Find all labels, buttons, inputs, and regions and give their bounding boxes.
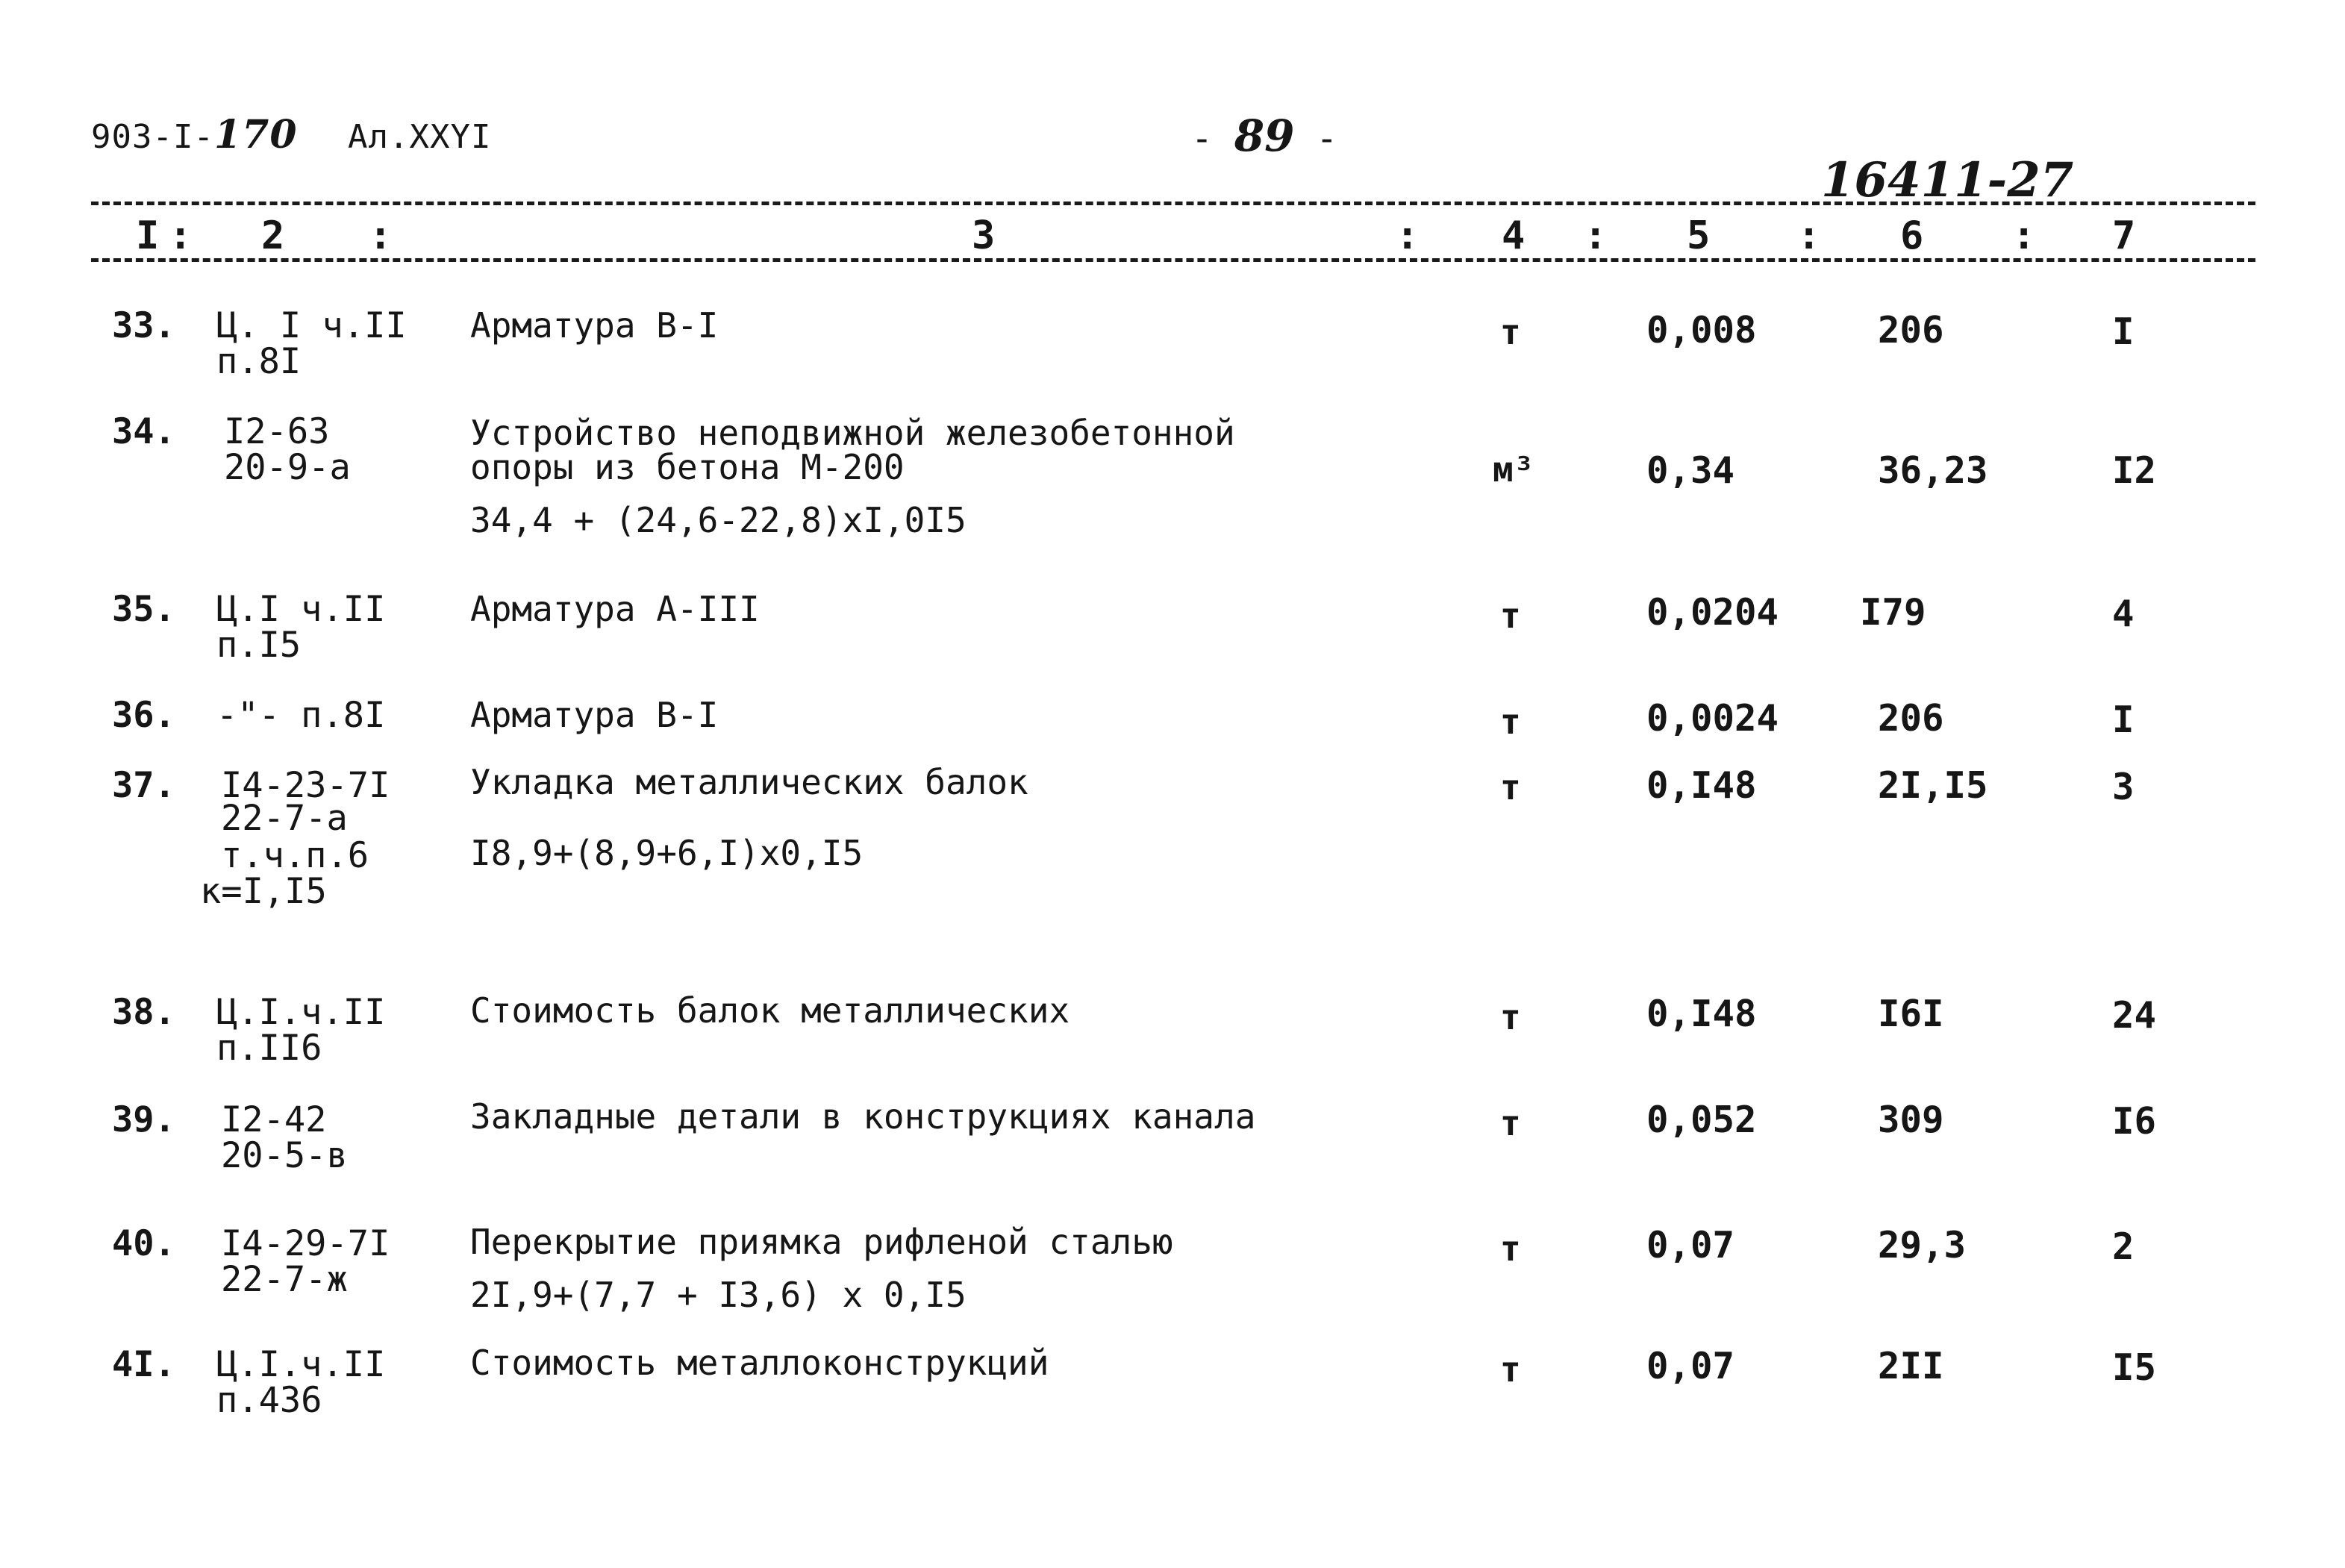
row-unit: т	[1500, 596, 1521, 636]
page-number-value: 89	[1234, 110, 1295, 161]
row-number: 33.	[112, 305, 175, 346]
row-reference: I2-42	[221, 1099, 327, 1140]
row-description: Укладка металлических балок	[470, 762, 1028, 802]
row-total: I5	[2112, 1346, 2157, 1389]
row-reference: т.ч.п.6	[221, 835, 369, 876]
row-quantity: 0,I48	[1646, 764, 1757, 807]
row-reference: п.8I	[216, 341, 302, 382]
row-number: 38.	[112, 992, 175, 1033]
row-quantity: 0,008	[1646, 309, 1757, 352]
row-description: опоры из бетона М-200	[470, 447, 905, 487]
column-header-2: 2	[261, 213, 285, 258]
row-unit-price: 309	[1878, 1099, 1944, 1141]
row-unit: т	[1500, 997, 1521, 1037]
row-total: I6	[2112, 1100, 2157, 1143]
row-number: 4I.	[112, 1344, 175, 1385]
column-separator: :	[1797, 213, 1821, 258]
row-description: Арматура В-I	[470, 305, 719, 346]
doc-code-handwritten: 170	[213, 112, 298, 157]
row-description: Устройство неподвижной железобетонной	[470, 413, 1235, 453]
row-reference: I4-23-7I	[221, 765, 390, 806]
row-formula: 34,4 + (24,6-22,8)xI,0I5	[470, 500, 967, 540]
row-reference: 22-7-а	[221, 798, 348, 839]
row-unit: т	[1500, 1228, 1521, 1269]
row-quantity: 0,34	[1646, 449, 1735, 492]
row-description: Перекрытие приямка рифленой сталью	[470, 1222, 1173, 1262]
row-quantity: 0,07	[1646, 1224, 1735, 1266]
row-description: Стоимость балок металлических	[470, 990, 1070, 1031]
column-separator: :	[1584, 213, 1608, 258]
row-reference: Ц.I.ч.II	[216, 992, 386, 1033]
column-header-7: 7	[2112, 213, 2136, 258]
row-formula: 2I,9+(7,7 + I3,6) x 0,I5	[470, 1275, 967, 1315]
page-number-prefix: -	[1191, 118, 1234, 160]
row-reference: I2-63	[224, 411, 330, 452]
row-reference: Ц. I ч.II	[216, 305, 407, 346]
row-unit: т	[1500, 702, 1521, 742]
row-unit: м³	[1493, 449, 1534, 490]
row-reference: п.436	[216, 1380, 322, 1421]
row-description: Стоимость металлоконструкций	[470, 1343, 1049, 1383]
row-reference: к=I,I5	[200, 871, 327, 912]
column-separator: :	[2012, 213, 2036, 258]
row-reference: I4-29-7I	[221, 1223, 390, 1264]
row-reference: Ц.I.ч.II	[216, 1344, 386, 1385]
column-separator: :	[1396, 213, 1420, 258]
row-quantity: 0,0204	[1646, 591, 1779, 634]
header-rule-top	[91, 202, 2255, 205]
row-reference: -"- п.8I	[216, 695, 386, 736]
row-unit-price: I79	[1860, 591, 1926, 634]
row-description: Закладные детали в конструкциях канала	[470, 1096, 1256, 1137]
page-number-suffix: -	[1294, 118, 1338, 160]
column-header-1: I	[136, 213, 160, 258]
row-reference: 22-7-ж	[221, 1259, 348, 1300]
row-reference: 20-9-а	[224, 447, 351, 488]
row-number: 39.	[112, 1099, 175, 1140]
row-quantity: 0,07	[1646, 1345, 1735, 1387]
row-total: 3	[2112, 766, 2135, 808]
row-reference: 20-5-в	[221, 1135, 348, 1176]
column-separator: :	[369, 213, 393, 258]
row-number: 36.	[112, 695, 175, 736]
row-unit-price: 29,3	[1878, 1224, 1967, 1266]
column-header-6: 6	[1900, 213, 1924, 258]
row-description: Арматура А-III	[470, 589, 760, 629]
row-unit-price: I6I	[1878, 993, 1944, 1035]
row-number: 40.	[112, 1223, 175, 1264]
row-unit-price: 206	[1878, 309, 1944, 352]
row-quantity: 0,I48	[1646, 993, 1757, 1035]
column-header-3: 3	[972, 213, 996, 258]
row-reference: п.I5	[216, 625, 302, 666]
doc-code-prefix: 903-I-	[91, 118, 214, 156]
row-unit: т	[1500, 767, 1521, 808]
row-formula: I8,9+(8,9+6,I)x0,I5	[470, 833, 864, 873]
row-unit-price: 2I,I5	[1878, 764, 1988, 807]
row-number: 35.	[112, 589, 175, 630]
page-number	[1191, 110, 1337, 161]
column-header-4: 4	[1502, 213, 1526, 258]
row-number: 34.	[112, 411, 175, 452]
row-quantity: 0,052	[1646, 1099, 1757, 1141]
row-reference: Ц.I ч.II	[216, 589, 386, 630]
row-total: 4	[2112, 593, 2135, 635]
row-total: I	[2112, 310, 2135, 353]
row-unit: т	[1500, 312, 1521, 352]
row-unit: т	[1500, 1103, 1521, 1143]
row-unit: т	[1500, 1349, 1521, 1390]
row-reference: п.II6	[216, 1028, 322, 1069]
column-header-5: 5	[1687, 213, 1711, 258]
row-number: 37.	[112, 765, 175, 806]
album-label: Ал.XXYI	[348, 118, 492, 156]
row-quantity: 0,0024	[1646, 697, 1779, 740]
document-code	[91, 112, 491, 157]
header-rule-bottom	[91, 258, 2255, 262]
row-total: I2	[2112, 449, 2157, 492]
row-total: I	[2112, 699, 2135, 741]
archive-number: 16411-27	[1821, 152, 2074, 208]
row-unit-price: 206	[1878, 697, 1944, 740]
row-total: 2	[2112, 1225, 2135, 1268]
row-total: 24	[2112, 994, 2157, 1037]
row-unit-price: 36,23	[1878, 449, 1988, 492]
row-unit-price: 2II	[1878, 1345, 1944, 1387]
column-separator: :	[169, 213, 193, 258]
row-description: Арматура В-I	[470, 695, 719, 735]
